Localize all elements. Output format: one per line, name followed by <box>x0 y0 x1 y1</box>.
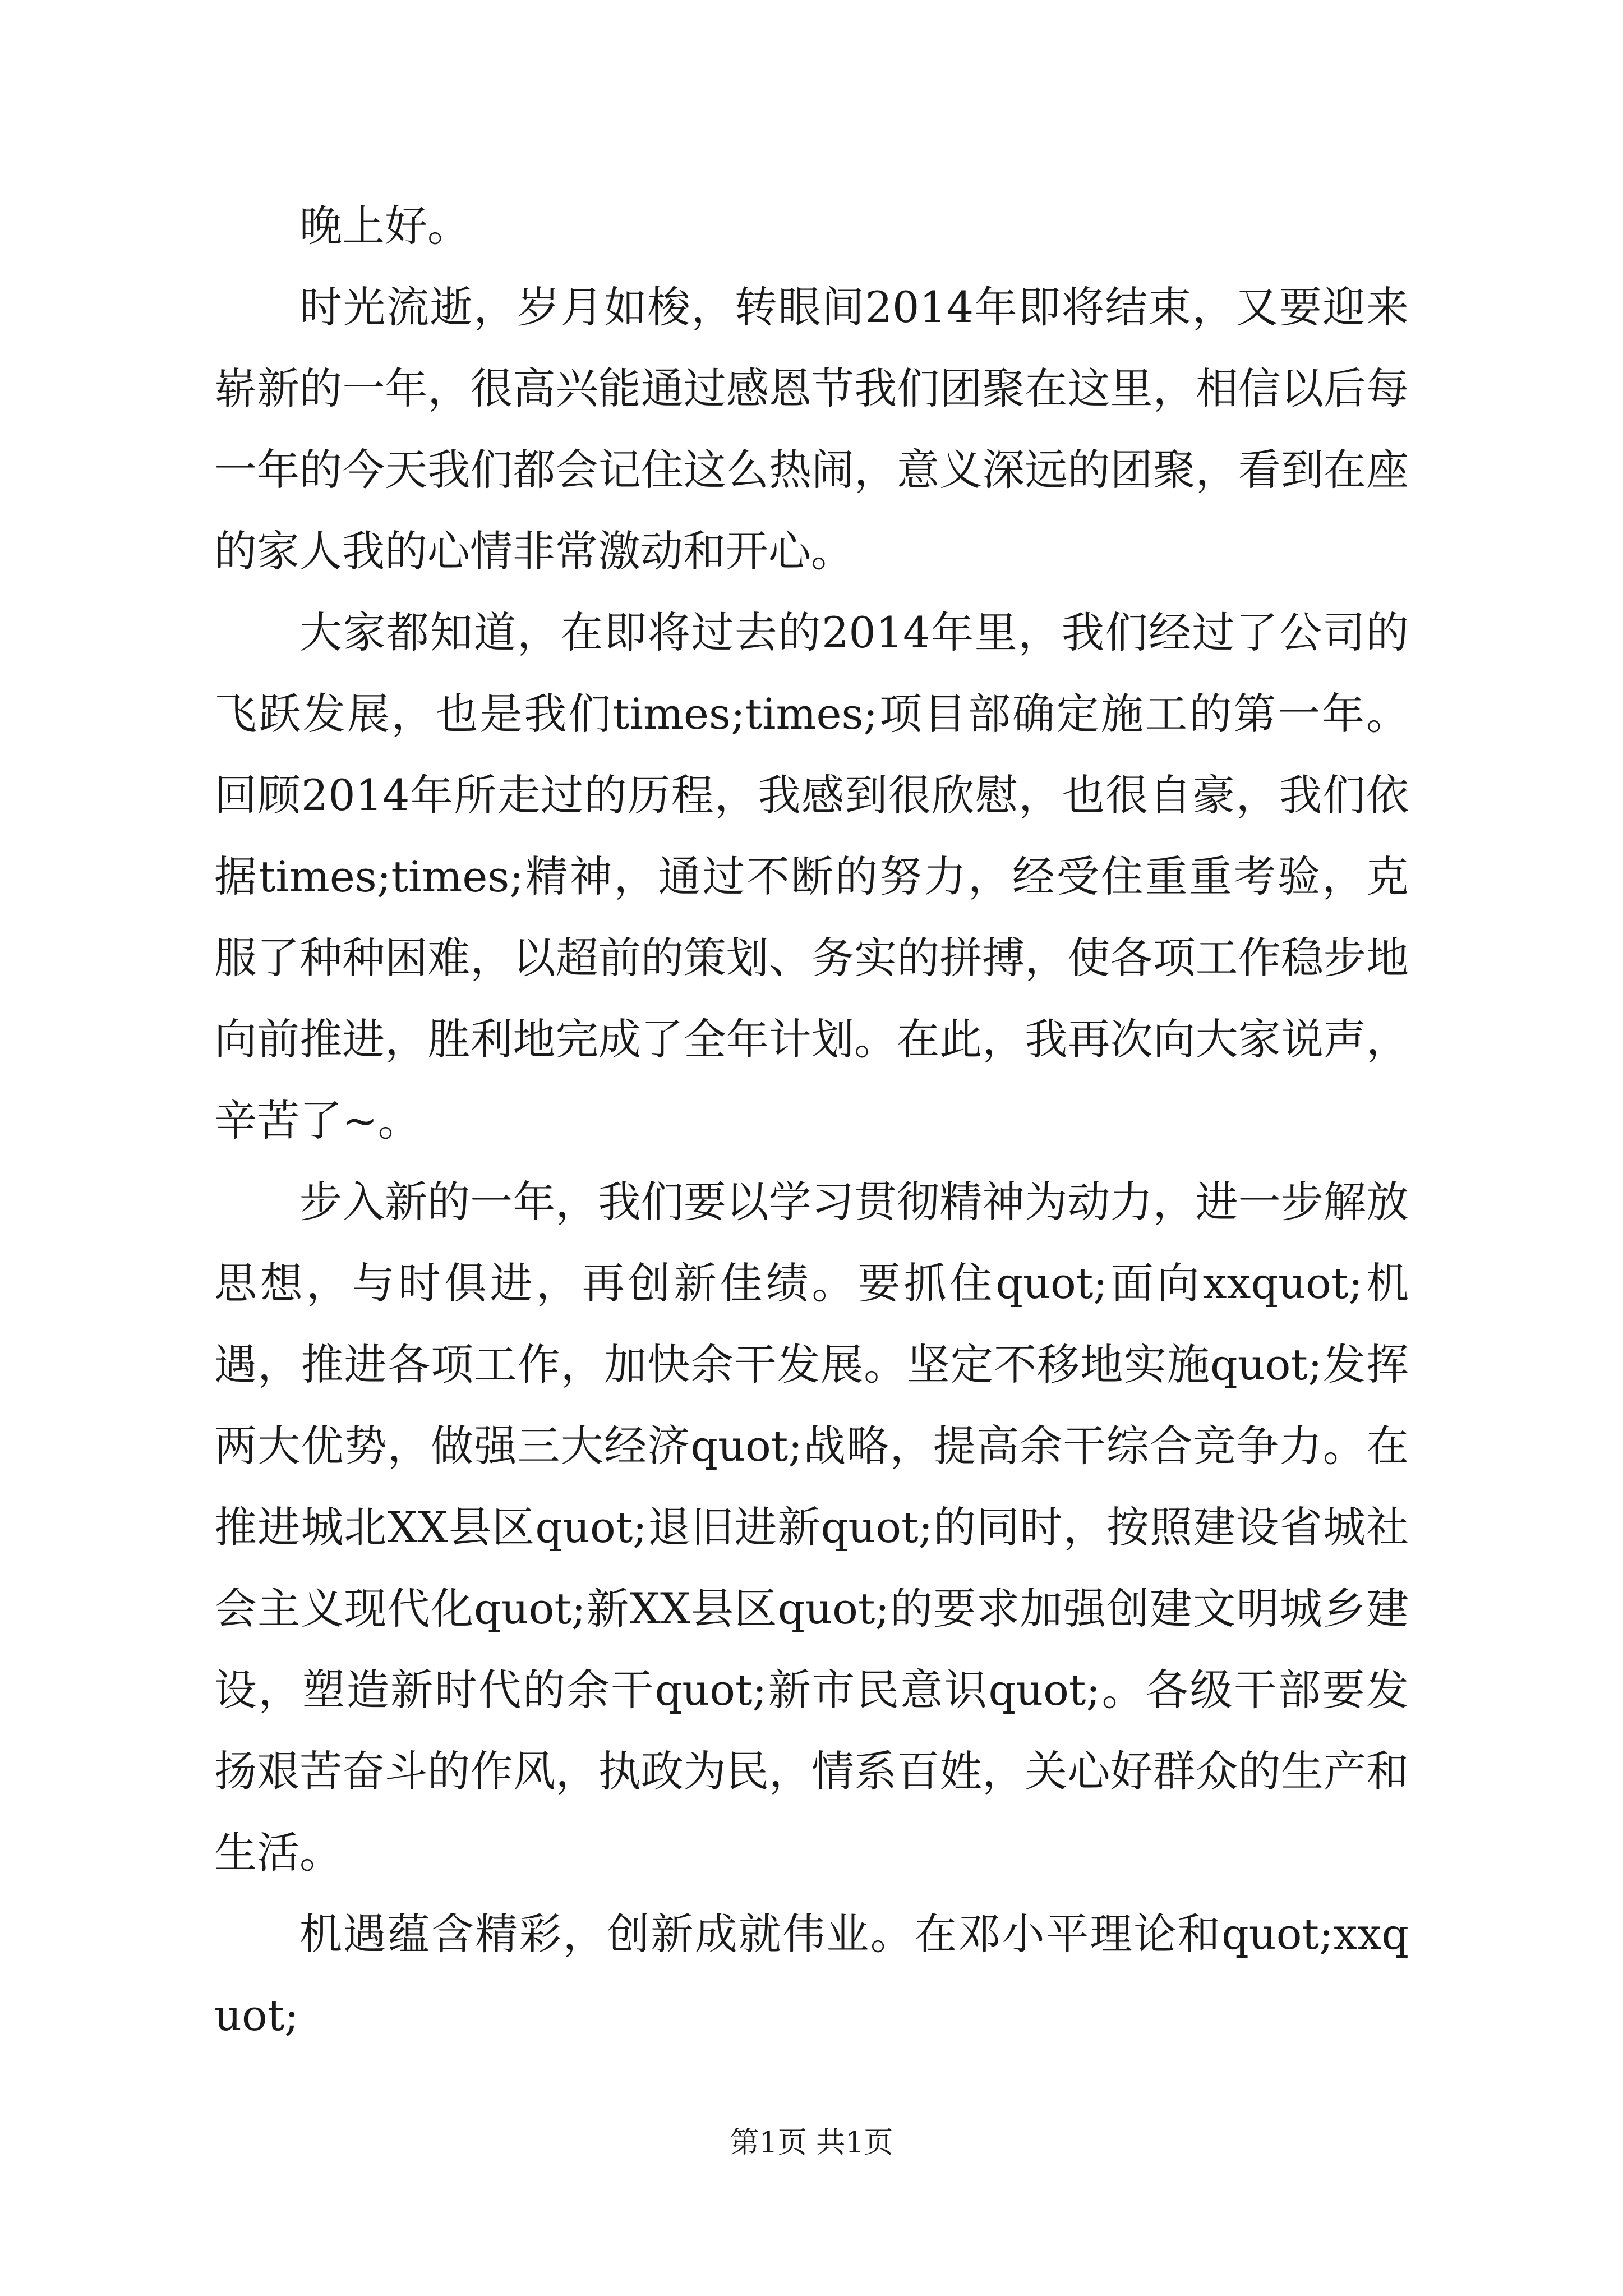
document-body <box>214 185 1409 2056</box>
paragraph-review: 大家都知道，在即将过去的2014年里，我们经过了公司的飞跃发展，也是我们times;times;项目部确定施工的第一年。回顾2014年所走过的历程，我感到很欣慰，也很自豪，我们依据times;times;精神，通过不断的努力，经受住重重考验，克服了种种困难，以超前的策划、务实的拼搏，使各项工作稳步地向前推进，胜利地完成了全年计划。在此，我再次向大家说声，辛苦了~。 <box>214 608 1409 1145</box>
paragraph-opening: 时光流逝，岁月如梭，转眼间2014年即将结束，又要迎来崭新的一年，很高兴能通过感恩节我们团聚在这里，相信以后每一年的今天我们都会记住这么热闹，意义深远的团聚，看到在座的家人我的心情非常激动和开心。 <box>214 282 1409 576</box>
page-number-footer: 第1页 共1页 <box>730 2126 893 2160</box>
paragraph-new-year: 步入新的一年，我们要以学习贯彻精神为动力，进一步解放思想，与时俱进，再创新佳绩。要抓住quot;面向xxquot;机遇，推进各项工作，加快余干发展。坚定不移地实施quot;发挥两大优势，做强三大经济quot;战略，提高余干综合竞争力。在推进城北XX县区quot;退旧进新quot;的同时，按照建设省城社会主义现代化quot;新XX县区quot;的要求加强创建文明城乡建设，塑造新时代的余干quot;新市民意识quot;。各级干部要发扬艰苦奋斗的作风，执政为民，情系百姓，关心好群众的生产和生活。 <box>214 1177 1409 1878</box>
paragraph-closing: 机遇蕴含精彩，创新成就伟业。在邓小平理论和quot;xxquot; <box>214 1909 1409 2040</box>
paragraph-greeting: 晚上好。 <box>299 201 470 251</box>
